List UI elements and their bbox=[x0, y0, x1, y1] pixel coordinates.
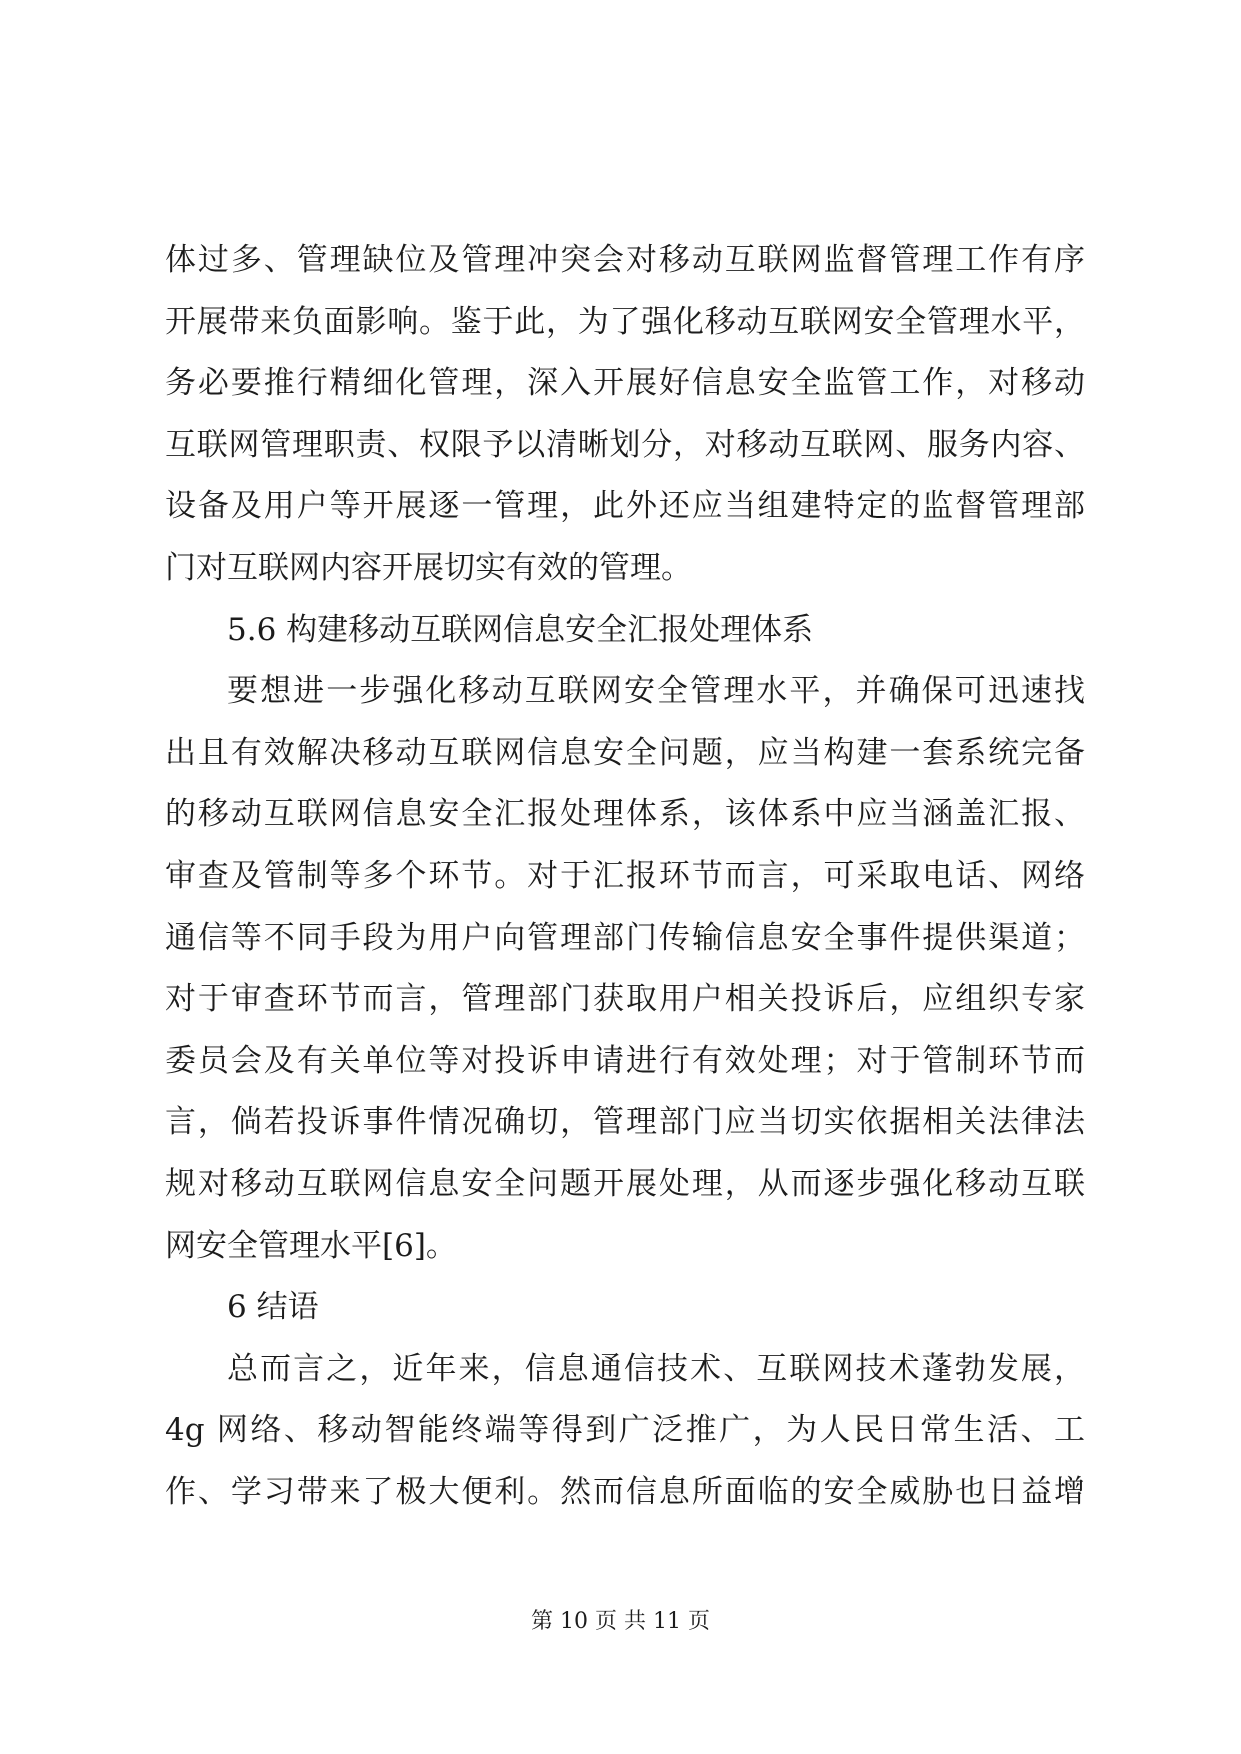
paragraph-line: 网安全管理水平[6]。 bbox=[165, 1227, 457, 1264]
paragraph-line: 互联网管理职责、权限予以清晰划分，对移动互联网、服务内容、 bbox=[165, 426, 1085, 463]
paragraph-line: 4g 网络、移动智能终端等得到广泛推广，为人民日常生活、工 bbox=[165, 1412, 1085, 1449]
paragraph-line: 委员会及有关单位等对投诉申请进行有效处理；对于管制环节而 bbox=[165, 1042, 1085, 1079]
paragraph-line: 通信等不同手段为用户向管理部门传输信息安全事件提供渠道； bbox=[165, 919, 1085, 956]
paragraph-line: 开展带来负面影响。鉴于此，为了强化移动互联网安全管理水平， bbox=[165, 303, 1085, 340]
section-heading: 6 结语 bbox=[227, 1289, 319, 1326]
paragraph-line: 总而言之，近年来，信息通信技术、互联网技术蓬勃发展， bbox=[227, 1350, 1085, 1387]
paragraph-line: 务必要推行精细化管理，深入开展好信息安全监管工作，对移动 bbox=[165, 365, 1085, 402]
paragraph-line: 要想进一步强化移动互联网安全管理水平，并确保可迅速找 bbox=[227, 673, 1085, 710]
paragraph-line: 的移动互联网信息安全汇报处理体系，该体系中应当涵盖汇报、 bbox=[165, 796, 1085, 833]
paragraph-line: 规对移动互联网信息安全问题开展处理，从而逐步强化移动互联 bbox=[165, 1165, 1085, 1202]
page-footer: 第 10 页 共 11 页 bbox=[531, 1609, 710, 1634]
paragraph-line: 体过多、管理缺位及管理冲突会对移动互联网监督管理工作有序 bbox=[165, 242, 1085, 278]
document-body bbox=[165, 230, 1085, 1523]
paragraph-line: 设备及用户等开展逐一管理，此外还应当组建特定的监督管理部 bbox=[165, 488, 1085, 525]
paragraph-line: 作、学习带来了极大便利。然而信息所面临的安全威胁也日益增 bbox=[165, 1473, 1085, 1510]
section-heading: 5.6 构建移动互联网信息安全汇报处理体系 bbox=[227, 611, 814, 648]
paragraph-line: 出且有效解决移动互联网信息安全问题，应当构建一套系统完备 bbox=[165, 734, 1085, 771]
paragraph-line: 审查及管制等多个环节。对于汇报环节而言，可采取电话、网络 bbox=[165, 857, 1085, 894]
paragraph-line: 门对互联网内容开展切实有效的管理。 bbox=[165, 549, 692, 586]
paragraph-line: 对于审查环节而言，管理部门获取用户相关投诉后，应组织专家 bbox=[165, 981, 1085, 1018]
paragraph-line: 言，倘若投诉事件情况确切，管理部门应当切实依据相关法律法 bbox=[165, 1104, 1085, 1141]
